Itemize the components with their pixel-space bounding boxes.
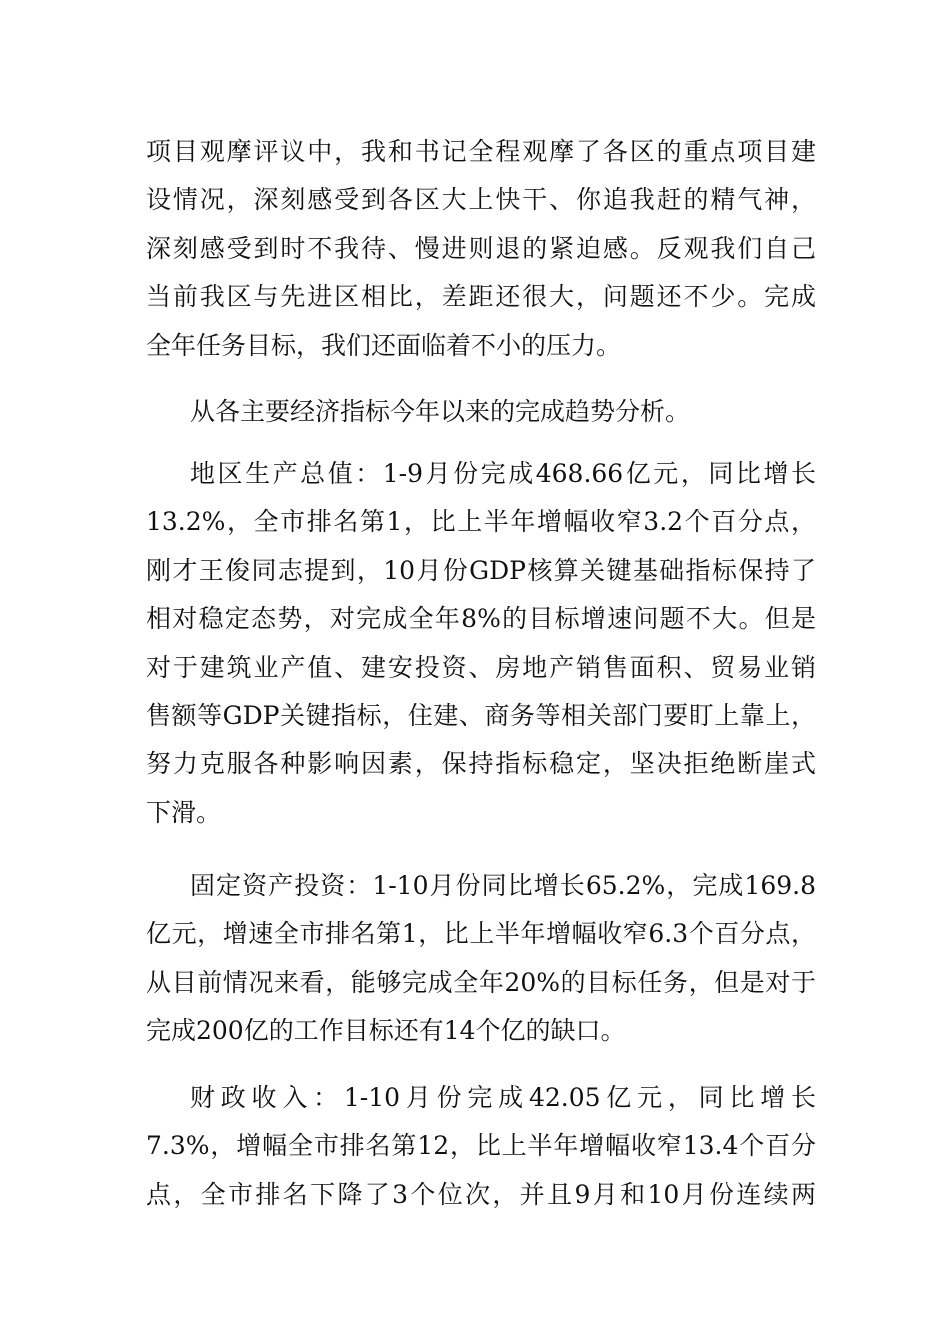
text-line: 从各主要经济指标今年以来的完成趋势分析。 — [190, 397, 691, 426]
paragraph-trend-analysis — [146, 388, 816, 436]
text-line: 深刻感受到时不我待、慢进则退的紧迫感。反观我们自己 — [146, 233, 816, 263]
text-line: 相对稳定态势，对完成全年8%的目标增速问题不大。但是 — [146, 604, 816, 634]
text-line: 财政收入：1-10月份完成42.05亿元，同比增长 — [190, 1083, 816, 1112]
text-line: 固定资产投资：1-10月份同比增长65.2%，完成169.8 — [190, 871, 816, 900]
text-line: 当前我区与先进区相比，差距还很大，问题还不少。完成 — [146, 282, 816, 312]
text-line: 完成200亿的工作目标还有14个亿的缺口。 — [146, 1016, 626, 1046]
text-line: 努力克服各种影响因素，保持指标稳定，坚决拒绝断崖式 — [146, 749, 816, 779]
paragraph-fiscal-revenue — [146, 1074, 816, 1219]
text-line: 13.2%，全市排名第1，比上半年增幅收窄3.2个百分点， — [146, 507, 816, 537]
text-line: 对于建筑业产值、建安投资、房地产销售面积、贸易业销 — [146, 652, 816, 682]
text-line: 项目观摩评议中，我和书记全程观摩了各区的重点项目建 — [146, 137, 816, 166]
text-line: 刚才王俊同志提到，10月份GDP核算关键基础指标保持了 — [146, 555, 816, 585]
text-line: 亿元，增速全市排名第1，比上半年增幅收窄6.3个百分点， — [146, 919, 816, 949]
text-line: 点，全市排名下降了3个位次，并且9月和10月份连续两 — [146, 1179, 816, 1209]
text-line: 从目前情况来看，能够完成全年20%的目标任务，但是对于 — [146, 967, 816, 997]
text-line: 地区生产总值：1-9月份完成468.66亿元，同比增长 — [190, 459, 816, 488]
text-line: 设情况，深刻感受到各区大上快干、你追我赶的精气神， — [146, 185, 816, 215]
text-line: 下滑。 — [146, 797, 222, 827]
paragraph-fixed-asset-investment — [146, 862, 816, 1056]
text-line: 7.3%，增幅全市排名第12，比上半年增幅收窄13.4个百分 — [146, 1131, 816, 1161]
paragraph-gdp — [146, 450, 816, 837]
text-line: 全年任务目标，我们还面临着不小的压力。 — [146, 330, 622, 360]
text-line: 售额等GDP关键指标，住建、商务等相关部门要盯上靠上， — [146, 700, 816, 730]
paragraph-project-review — [146, 128, 816, 370]
